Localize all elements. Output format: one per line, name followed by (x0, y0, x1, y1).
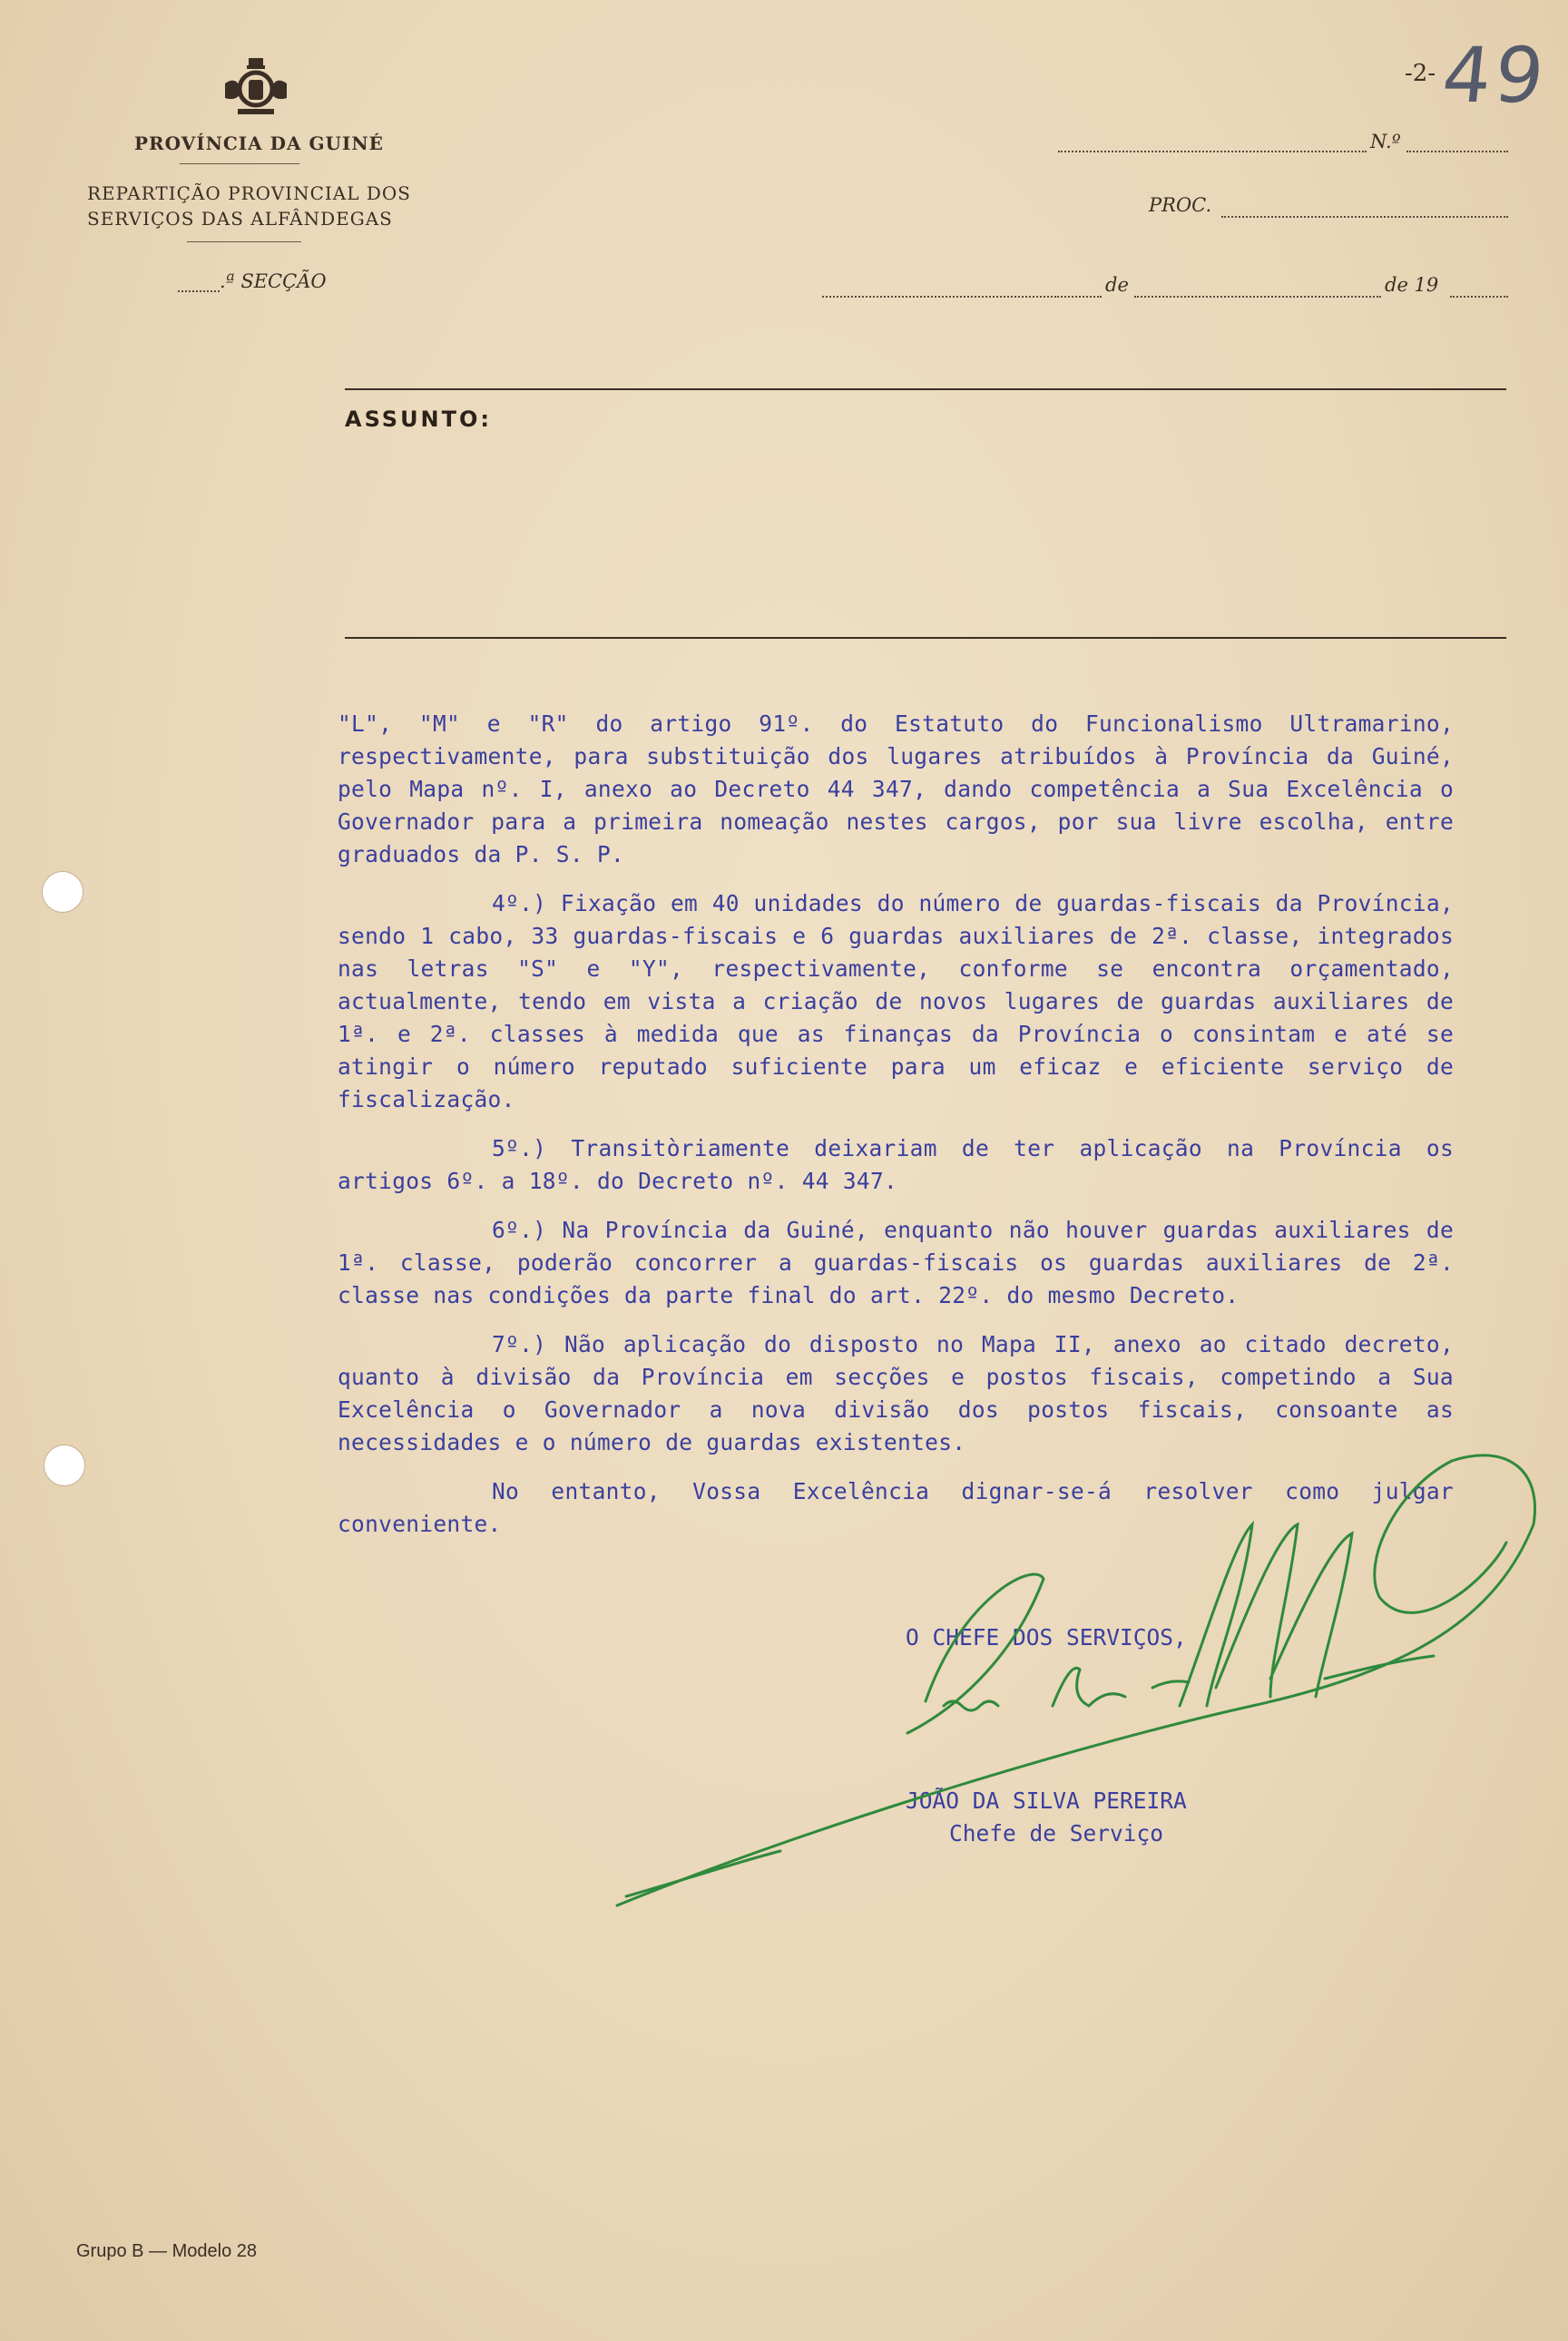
body-paragraph-3: 5º.) Transitòriamente deixariam de ter aplicação na Província os artigos 6º. a 18º. do Decreto nº. 44 347. (338, 1135, 1454, 1194)
department-heading (87, 181, 411, 231)
department-divider (187, 241, 301, 242)
coat-of-arms-icon (220, 56, 292, 120)
number-dotted-line-left (1058, 151, 1367, 152)
signatory-name: JOÃO DA SILVA PEREIRA (906, 1788, 1187, 1814)
province-heading: PROVÍNCIA DA GUINÉ (134, 132, 384, 154)
body-paragraph-2: 4º.) Fixação em 40 unidades do número de guardas-fiscais da Província, sendo 1 cabo, 33 guardas-fiscais e 6 guardas auxiliares de 2ª. classe, integrados nas letras "S" e "Y", respectivamente, conforme se encontra orçamentado, actualmente, tendo em vista a criação de novos lugares de guardas auxiliares de 1ª. e 2ª. classes à medida que as finanças da Província o consintam e até se atingir o número reputado suficiente para um eficaz e eficiente serviço de fiscalização. (338, 890, 1454, 1112)
date-de-label: de (1105, 274, 1129, 296)
body-paragraph-5: 7º.) Não aplicação do disposto no Mapa II, anexo ao citado decreto, quanto à divisão da Província em secções e postos fiscais, competindo a Sua Excelência o Governador a nova divisão dos postos fiscais, consoante as necessidades e o número de guardas existentes. (338, 1331, 1454, 1455)
date-dotted-line-2 (1054, 296, 1102, 298)
department-line-1: REPARTIÇÃO PROVINCIAL DOS (87, 182, 411, 204)
number-label: N.º (1370, 131, 1401, 152)
body-paragraph-1: "L", "M" e "R" do artigo 91º. do Estatuto do Funcionalismo Ultramarino, respectivamente, para substituição dos lugares atribuídos à Província da Guiné, pelo Mapa nº. I, anexo ao Decreto 44 347, dando competência a Sua Excelência o Governador para a primeira nomeação nestes cargos, por sua livre escolha, entre graduados da P. S. P. (338, 710, 1454, 867)
number-dotted-line-right (1406, 151, 1508, 152)
proc-label: PROC. (1149, 194, 1212, 216)
page-number: -2- (1405, 60, 1436, 87)
section-dotted-line (178, 290, 220, 292)
assunto-top-rule (345, 388, 1506, 390)
date-dotted-line-3 (1134, 296, 1381, 298)
assunto-bottom-rule (345, 637, 1506, 639)
punch-hole-top (42, 871, 83, 913)
proc-dotted-line (1221, 216, 1508, 218)
department-line-2: SERVIÇOS DAS ALFÂNDEGAS (87, 208, 393, 230)
body-paragraph-6: No entanto, Vossa Excelência dignar-se-á resolver como julgar conveniente. (338, 1478, 1454, 1537)
letter-body (338, 708, 1454, 1557)
signatory-role: Chefe de Serviço (949, 1820, 1164, 1846)
form-footer: Grupo B — Modelo 28 (76, 2241, 257, 2261)
handwritten-page-number: 49 (1437, 31, 1553, 120)
section-label: .ª SECÇÃO (220, 270, 327, 292)
date-dotted-line-4 (1450, 296, 1508, 298)
assunto-label: ASSUNTO: (345, 406, 493, 432)
punch-hole-bottom (44, 1445, 85, 1486)
signature-title: O CHEFE DOS SERVIÇOS, (906, 1624, 1187, 1650)
body-paragraph-4: 6º.) Na Província da Guiné, enquanto não houver guardas auxiliares de 1ª. classe, poderão concorrer a guardas-fiscais os guardas auxiliares de 2ª. classe nas condições da parte final do art. 22º. do mesmo Decreto. (338, 1217, 1454, 1308)
heading-divider (180, 163, 299, 164)
date-dotted-line-1 (822, 296, 1053, 298)
date-year-label: de 19 (1385, 274, 1439, 296)
